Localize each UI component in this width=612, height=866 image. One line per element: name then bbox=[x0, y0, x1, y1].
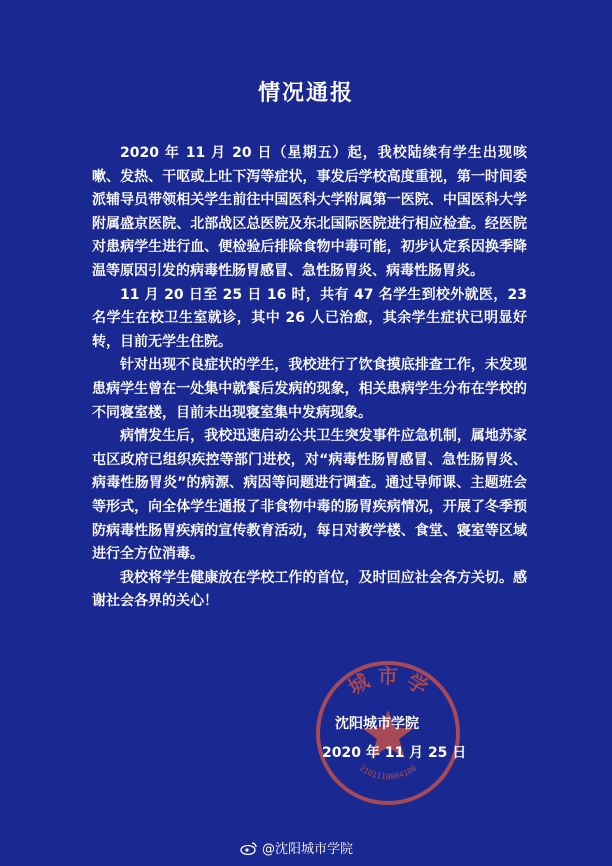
signer-name: 沈阳城市学院 bbox=[335, 716, 419, 732]
seal-text-top: 城 市 学 bbox=[343, 664, 433, 700]
signed-date: 2020 年 11 月 25 日 bbox=[322, 745, 467, 761]
paragraph-3: 针对出现不良症状的学生，我校进行了饮食摸底排查工作，未发现患病学生曾在一处集中就餐后发病的现象，相关患病学生分布在学校的不同寝室楼，目前未出现寝室集中发病现象。 bbox=[92, 357, 527, 421]
weibo-icon bbox=[240, 841, 258, 855]
paragraph-1: 2020 年 11 月 20 日（星期五）起，我校陆续有学生出现咳嗽、发热、干呕或上吐下泻等症状，事发后学校高度重视，第一时间委派辅导员带领相关学生前往中国医科大学附属第一医院、中国医科大学附属盛京医院、北部战区总医院及东北国际医院进行相应检查。经医院对患病学生进行血、便检验后排除食物中毒可能，初步认定系因换季降温等原因引发的病毒性肠胃感冒、急性肠胃炎、病毒性肠胃炎。 bbox=[92, 145, 527, 279]
weibo-handle[interactable]: @沈阳城市学院 bbox=[262, 842, 354, 857]
paragraph-4: 病情发生后，我校迅速启动公共卫生突发事件应急机制，属地苏家屯区政府已组织疾控等部门进校，对“病毒性肠胃感冒、急性肠胃炎、病毒性肠胃炎”的病源、病因等问题进行调查。通过导师课、主题班会等形式，向全体学生通报了非食物中毒的肠胃疾病情况，开展了冬季预防病毒性肠胃疾病的宣传教育活动，每日对教学楼、食堂、寝室等区域进行全方位消毒。 bbox=[92, 428, 527, 563]
weibo-watermark bbox=[240, 838, 353, 857]
svg-text:2101110004108 bbox=[358, 764, 419, 782]
seal-text-bottom: 2101110004108 bbox=[357, 763, 419, 782]
paragraph-2: 11 月 20 日至 25 日 16 时，共有 47 名学生到校外就医，23 名学生在校卫生室就诊，其中 26 人已治愈，其余学生症状已明显好转，目前无学生住院。 bbox=[92, 286, 527, 350]
notice-body bbox=[92, 142, 527, 614]
official-seal bbox=[313, 658, 463, 808]
notice-title: 情况通报 bbox=[257, 81, 354, 106]
paragraph-5: 我校将学生健康放在学校工作的首位，及时回应社会各方关切。感谢社会各界的关心！ bbox=[92, 569, 527, 610]
